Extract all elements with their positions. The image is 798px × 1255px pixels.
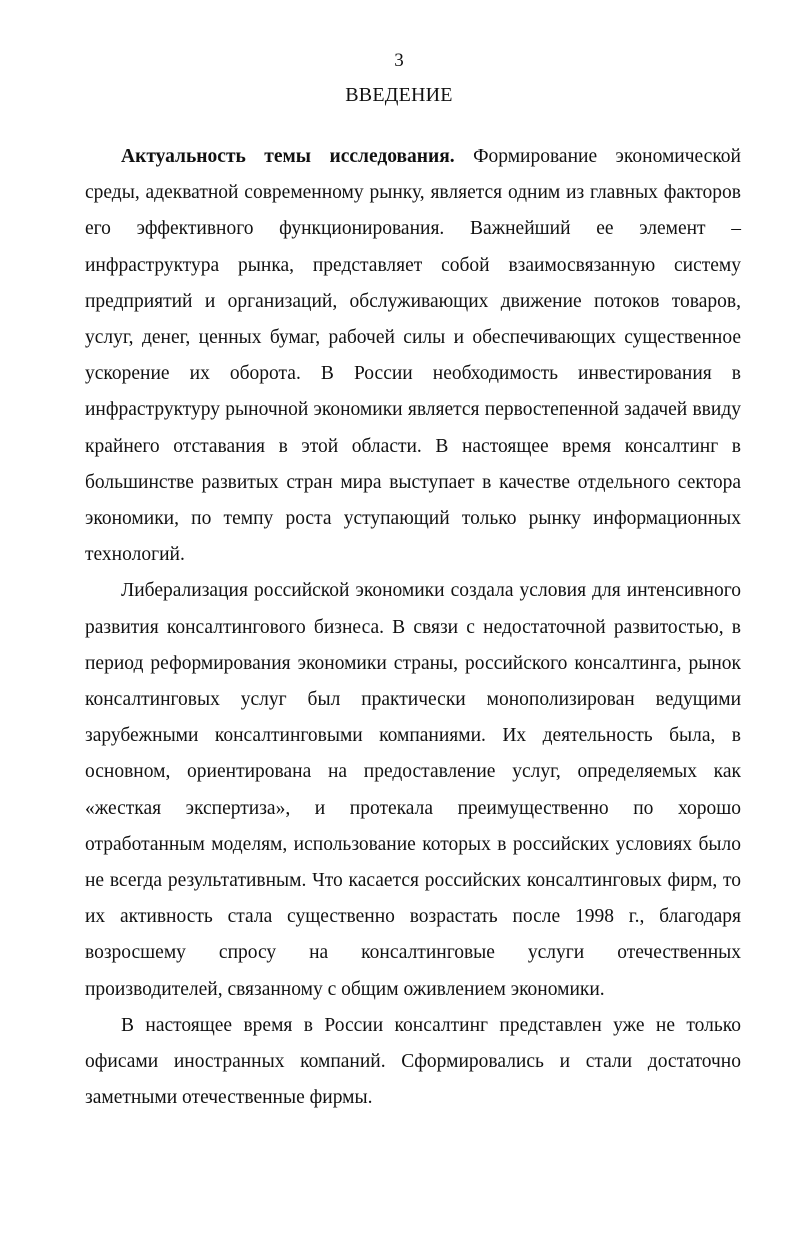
- paragraph-lead: Актуальность темы исследования.: [121, 146, 455, 167]
- page-number: 3: [394, 50, 404, 71]
- paragraph-text: Формирование экономической среды, адекватной современному рынку, является одним из главных факторов его эффективного функционирования. Важнейший ее элемент – инфраструктура рынка, представляет собой взаимосвязанную систему предприятий и организаций, обслуживающих движение потоков товаров, услуг, денег, ценных бумаг, рабочей силы и обеспечивающих существенное ускорение их оборота. В России необходимость инвестирования в инфраструктуру рыночной экономики является первостепенной задачей ввиду крайнего отставания в этой области. В настоящее время консалтинг в большинстве развитых стран мира выступает в качестве отдельного сектора экономики, по темпу роста уступающий только рынку информационных технологий.: [85, 146, 741, 566]
- section-heading: ВВЕДЕНИЕ: [345, 84, 453, 106]
- paragraph-text: В настоящее время в России консалтинг представлен уже не только офисами иностранных компаний. Сформировались и стали достаточно заметными отечественные фирмы.: [85, 1014, 741, 1109]
- body-text: [85, 139, 741, 1116]
- paragraph-3: [85, 1008, 741, 1117]
- paragraph-2: [85, 573, 741, 1007]
- paragraph-1: [85, 139, 741, 573]
- paragraph-text: Либерализация российской экономики создала условия для интенсивного развития консалтингового бизнеса. В связи с недостаточной развитостью, в период реформирования экономики страны, российского консалтинга, рынок консалтинговых услуг был практически монополизирован ведущими зарубежными консалтинговыми компаниями. Их деятельность была, в основном, ориентирована на предоставление услуг, определяемых как «жесткая экспертиза», и протекала преимущественно по хорошо отработанным моделям, использование которых в российских условиях было не всегда результативным. Что касается российских консалтинговых фирм, то их активность стала существенно возрастать после 1998 г., благодаря возросшему спросу на консалтинговые услуги отечественных производителей, связанному с общим оживлением экономики.: [85, 580, 741, 1000]
